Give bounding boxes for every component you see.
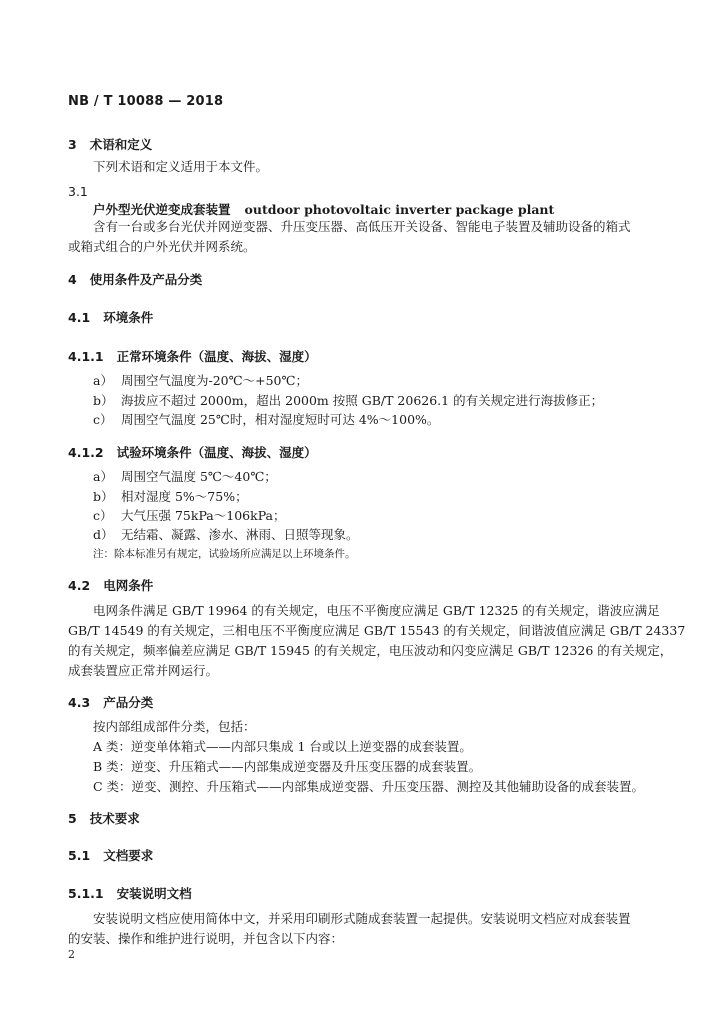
section-number: 4.3 — [68, 695, 91, 710]
term-heading — [93, 200, 554, 218]
list-marker: c） — [93, 508, 113, 523]
list-text: 大气压强 75kPa～106kPa； — [121, 508, 286, 523]
list-text: 周围空气温度为-20℃～+50℃； — [121, 373, 308, 388]
section-4-2-heading — [68, 576, 153, 594]
list-marker: b） — [93, 489, 114, 504]
section-title: 试验环境条件（温度、海拔、湿度） — [116, 445, 317, 460]
list-text: 相对湿度 5%～75%； — [121, 489, 248, 504]
note: 注：除本标准另有规定，试验场所应满足以上环境条件。 — [93, 548, 356, 560]
paragraph-line: B 类：逆变、升压箱式——内部集成逆变器及升压变压器的成套装置。 — [93, 759, 482, 774]
paragraph-line: 的安装、操作和维护进行说明，并包含以下内容： — [68, 931, 344, 946]
paragraph-line: 的有关规定，频率偏差应满足 GB/T 15945 的有关规定，电压波动和闪变应满足 GB/T 12326 的有关规定， — [68, 643, 673, 658]
term-definition-line-1: 含有一台或多台光伏并网逆变器、升压变压器、高低压开关设备、智能电子装置及辅助设备的箱式 — [93, 219, 631, 234]
term-english: outdoor photovoltaic inverter package plant — [244, 202, 555, 217]
list-item — [93, 391, 603, 411]
section-title: 正常环境条件（温度、海拔、湿度） — [116, 349, 317, 364]
section-3-heading — [68, 135, 152, 153]
section-number: 4.1.1 — [68, 349, 104, 364]
section-number: 4 — [68, 272, 77, 287]
paragraph-line: 电网条件满足 GB/T 19964 的有关规定，电压不平衡度应满足 GB/T 12325 的有关规定，谐波应满足 — [93, 603, 660, 618]
term-chinese: 户外型光伏逆变成套装置 — [93, 202, 231, 217]
standard-number: NB / T 10088 — 2018 — [68, 94, 224, 109]
paragraph-line: A 类：逆变单体箱式——内部只集成 1 台或以上逆变器的成套装置。 — [93, 739, 472, 754]
section-number: 3 — [68, 137, 77, 152]
section-title: 产品分类 — [103, 695, 154, 710]
list-marker: d） — [93, 527, 114, 542]
paragraph-line: C 类：逆变、测控、升压箱式——内部集成逆变器、升压变压器、测控及其他辅助设备的成套装置。 — [93, 779, 645, 794]
section-number: 4.1 — [68, 310, 91, 325]
section-number: 4.2 — [68, 578, 91, 593]
term-number: 3.1 — [68, 184, 88, 199]
section-4-heading — [68, 270, 202, 288]
paragraph-line: GB/T 14549 的有关规定，三相电压不平衡度应满足 GB/T 15543 的有关规定，间谐波值应满足 GB/T 24337 — [68, 623, 686, 638]
section-5-heading — [68, 809, 140, 827]
section-5-1-1-heading — [68, 884, 192, 902]
section-title: 术语和定义 — [89, 137, 153, 152]
list-item — [93, 506, 286, 526]
section-title: 文档要求 — [103, 848, 154, 863]
section-number: 5.1 — [68, 848, 91, 863]
section-4-3-heading — [68, 693, 153, 711]
section-title: 使用条件及产品分类 — [89, 272, 203, 287]
list-item — [93, 371, 308, 391]
list-marker: a） — [93, 373, 113, 388]
section-title: 技术要求 — [89, 811, 140, 826]
paragraph-line: 安装说明文档应使用简体中文，并采用印刷形式随成套装置一起提供。安装说明文档应对成套装置 — [93, 911, 631, 926]
paragraph-line: 按内部组成部件分类，包括： — [93, 719, 256, 734]
section-title: 电网条件 — [103, 578, 154, 593]
list-item — [93, 467, 277, 487]
section-3-intro: 下列术语和定义适用于本文件。 — [93, 159, 269, 174]
list-text: 周围空气温度 25℃时，相对湿度短时可达 4%～100%。 — [121, 412, 440, 427]
list-item — [93, 525, 359, 545]
list-marker: c） — [93, 412, 113, 427]
term-definition-line-2: 或箱式组合的户外光伏并网系统。 — [68, 239, 256, 254]
list-marker: b） — [93, 393, 114, 408]
section-number: 5 — [68, 811, 77, 826]
section-title: 环境条件 — [103, 310, 154, 325]
page-number: 2 — [68, 948, 75, 961]
section-5-1-heading — [68, 846, 153, 864]
section-number: 5.1.1 — [68, 886, 104, 901]
section-4-1-1-heading — [68, 347, 317, 365]
section-title: 安装说明文档 — [116, 886, 192, 901]
list-item — [93, 410, 439, 430]
section-4-1-heading — [68, 308, 153, 326]
paragraph-line: 成套装置应正常并网运行。 — [68, 663, 219, 678]
section-4-1-2-heading — [68, 443, 317, 461]
section-number: 4.1.2 — [68, 445, 104, 460]
list-item — [93, 487, 248, 507]
list-text: 无结霜、凝露、渗水、淋雨、日照等现象。 — [121, 527, 359, 542]
list-text: 周围空气温度 5℃～40℃； — [121, 469, 277, 484]
list-text: 海拔应不超过 2000m，超出 2000m 按照 GB/T 20626.1 的有关规定进行海拔修正； — [121, 393, 604, 408]
list-marker: a） — [93, 469, 113, 484]
